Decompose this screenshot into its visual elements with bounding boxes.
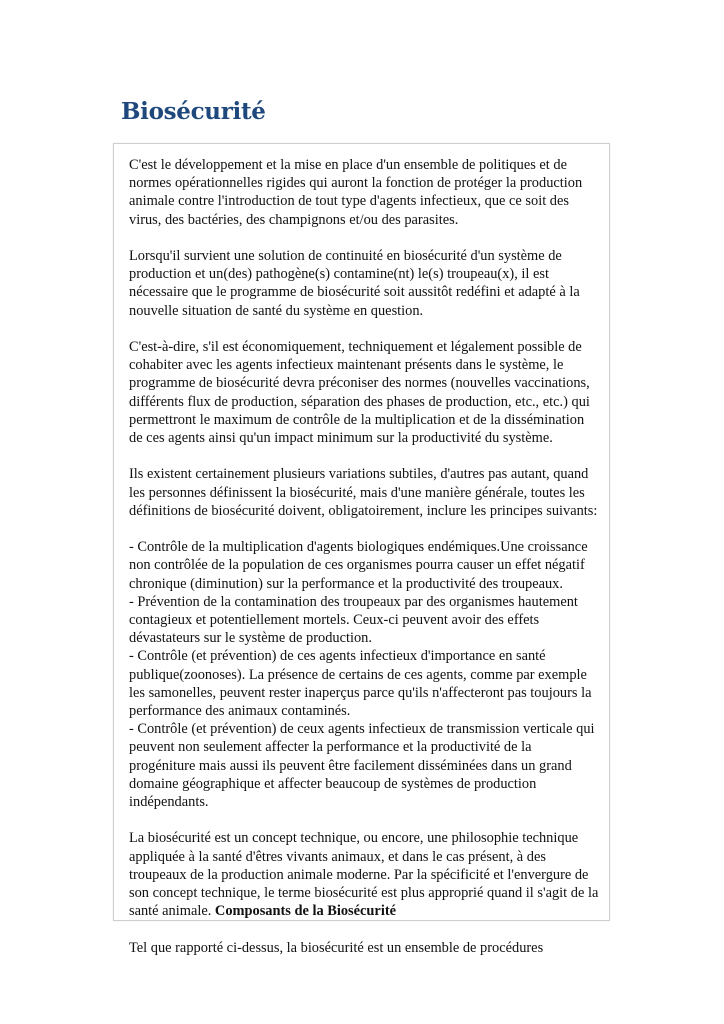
paragraph-procedures: Tel que rapporté ci-dessus, la biosécurité est un ensemble de procédures xyxy=(129,939,544,956)
document-body xyxy=(129,156,599,975)
principle-item: - Contrôle (et prévention) de ceux agents infectieux de transmission verticale qui peuvent non seulement affecter la performance et la productivité de la progéniture mais aussi ils peuvent être facilement disséminées dans un grand domaine géographique et affecter beaucoup de systèmes de production indépendants. xyxy=(129,721,595,811)
concept-text: La biosécurité est un concept technique, ou encore, une philosophie technique appliquée à la santé d'êtres vivants animaux, et dans le cas présent, à des troupeaux de la production animale moderne. Par la spécificité et l'envergure de son concept technique, le terme biosécurité est plus approprié quand il s'agit de la santé animale. xyxy=(129,830,599,920)
principles-list xyxy=(129,538,599,811)
paragraph-continuity: Lorsqu'il survient une solution de continuité en biosécurité d'un système de production et un(des) pathogène(s) contamine(nt) le(s) troupeau(x), il est nécessaire que le programme de biosécurité soit aussitôt redéfini et adapté à la nouvelle situation de santé du système en question. xyxy=(129,248,580,319)
paragraph-concept xyxy=(129,829,599,920)
page-title: Biosécurité xyxy=(121,98,266,125)
paragraph-definition: C'est le développement et la mise en place d'un ensemble de politiques et de normes opérationnelles rigides qui auront la fonction de protéger la production animale contre l'introduction de tout type d'agents infectieux, que ce soit des virus, des bactéries, des champignons et/ou des parasites. xyxy=(129,157,583,228)
principle-item: - Contrôle (et prévention) de ces agents infectieux d'importance en santé publique(zoonoses). La présence de certains de ces agents, comme par exemple les samonelles, peuvent rester inaperçus parce qu'ils n'affecteront pas toujours la performance des animaux contaminés. xyxy=(129,648,592,720)
paragraph-principles-intro: Ils existent certainement plusieurs variations subtiles, d'autres pas autant, quand les personnes définissent la biosécurité, mais d'une manière générale, toutes les définitions de biosécurité doivent, obligatoirement, inclure les principes suivants: xyxy=(129,466,598,519)
principle-item: - Contrôle de la multiplication d'agents biologiques endémiques.Une croissance non contrôlée de la population de ces organismes pourra causer un effet négatif chronique (diminution) sur la performance et la productivité des troupeaux. xyxy=(129,539,588,592)
paragraph-cohabitation: C'est-à-dire, s'il est économiquement, techniquement et légalement possible de cohabiter avec les agents infectieux maintenant présents dans le système, le programme de biosécurité devra préconiser des normes (nouvelles vaccinations, différents flux de production, séparation des phases de production, etc., etc.) qui permettront le maximum de contrôle de la multiplication et de la dissémination de ces agents ainsi qu'un impact minimum sur la productivité du système. xyxy=(129,339,590,447)
principle-item: - Prévention de la contamination des troupeaux par des organismes hautement contagieux et potentiellement mortels. Ceux-ci peuvent avoir des effets dévastateurs sur le système de production. xyxy=(129,593,578,647)
section-heading-components: Composants de la Biosécurité xyxy=(214,903,396,920)
